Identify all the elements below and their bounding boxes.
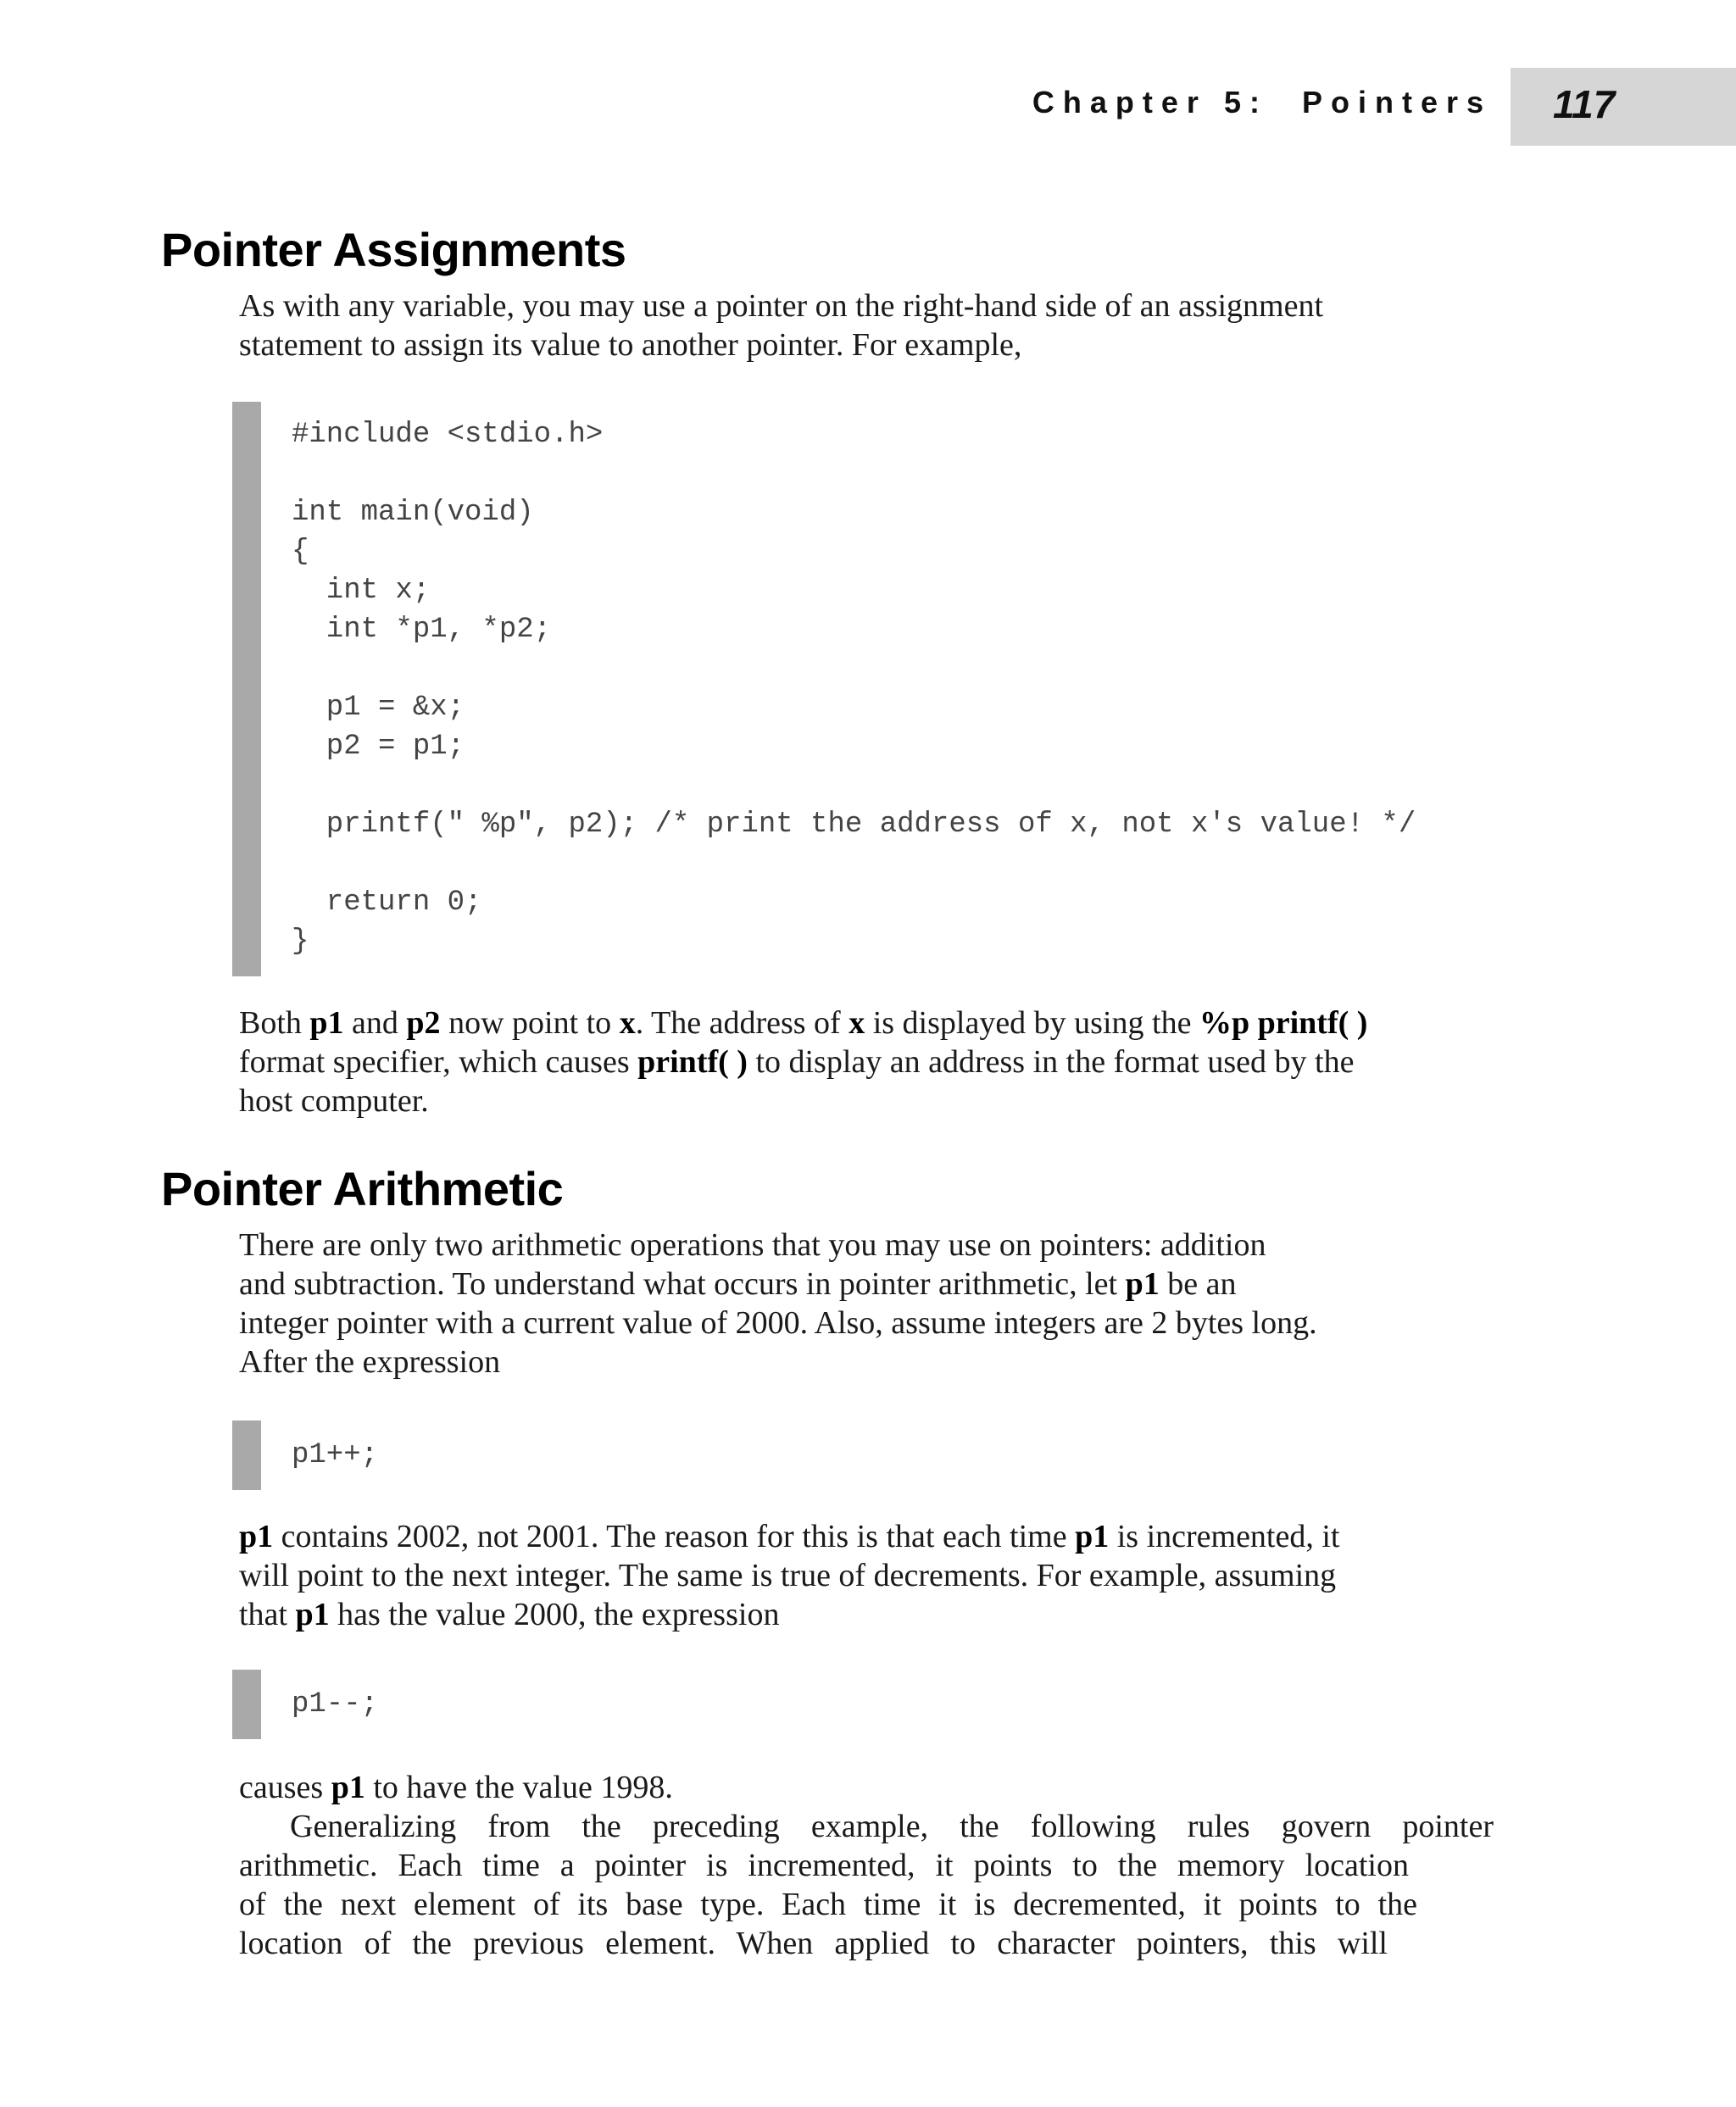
paragraph-intro-arithmetic: [239, 1226, 1494, 1382]
text-line: location of the previous element. When applied to character pointers, this will: [239, 1926, 1388, 1961]
code-line: int main(void): [292, 497, 534, 529]
text-line: causes p1 to have the value 1998.: [239, 1770, 673, 1805]
paragraph-intro-assignments: [239, 286, 1494, 364]
text-line: format specifier, which causes printf( ) to display an address in the format used by the: [239, 1044, 1355, 1080]
text-line: and subtraction. To understand what occurs in pointer arithmetic, let p1 be an: [239, 1266, 1237, 1302]
text-line: Both p1 and p2 now point to x. The address of x is displayed by using the %p printf( ): [239, 1005, 1368, 1041]
code-block-increment: [292, 1436, 378, 1475]
text-line: of the next element of its base type. Each time it is decremented, it points to the: [239, 1887, 1417, 1922]
text-line: After the expression: [239, 1344, 501, 1380]
text-line: will point to the next integer. The same is true of decrements. For example, assuming: [239, 1558, 1337, 1593]
code-line: #include <stdio.h>: [292, 419, 604, 451]
code-block-assignment-example: [292, 415, 1416, 961]
text-line: As with any variable, you may use a pointer on the right-hand side of an assignment: [239, 288, 1324, 324]
code-line: p2 = p1;: [292, 731, 465, 763]
code-line: p1 = &x;: [292, 692, 465, 724]
text-line: p1 contains 2002, not 2001. The reason for this is that each time p1 is incremented, it: [239, 1519, 1340, 1554]
text-line: integer pointer with a current value of 2000. Also, assume integers are 2 bytes long.: [239, 1305, 1317, 1341]
code-block-bar: [232, 1420, 261, 1490]
page-number-tab: [1511, 68, 1736, 146]
text-line: arithmetic. Each time a pointer is incremented, it points to the memory location: [239, 1848, 1409, 1883]
section-title-pointer-arithmetic: Pointer Arithmetic: [161, 1162, 564, 1215]
code-line: int x;: [292, 575, 431, 607]
page-number: 117: [1553, 82, 1616, 126]
code-line: }: [292, 926, 309, 958]
code-line: p1--;: [292, 1688, 379, 1721]
text-line: Generalizing from the preceding example, the following rules govern pointer: [290, 1809, 1494, 1844]
code-block-bar: [232, 402, 261, 976]
text-line: host computer.: [239, 1083, 429, 1119]
paragraph-after-assignment: [239, 1003, 1494, 1120]
code-line: return 0;: [292, 887, 482, 919]
text-line: that p1 has the value 2000, the expression: [239, 1597, 780, 1632]
paragraph-increment-explanation: [239, 1517, 1494, 1634]
code-line: p1++;: [292, 1439, 379, 1471]
paragraph-generalizing: [239, 1768, 1494, 1963]
code-block-decrement: [292, 1685, 378, 1724]
text-line: There are only two arithmetic operations that you may use on pointers: addition: [239, 1227, 1266, 1263]
code-line: {: [292, 536, 309, 568]
running-header-chapter: Chapter 5: Pointers: [1032, 85, 1492, 120]
section-title-pointer-assignments: Pointer Assignments: [161, 223, 626, 276]
code-block-bar: [232, 1670, 261, 1739]
text-line: statement to assign its value to another pointer. For example,: [239, 327, 1022, 363]
code-line: printf(" %p", p2); /* print the address of x, not x's value! */: [292, 809, 1416, 841]
code-line: int *p1, *p2;: [292, 614, 552, 646]
